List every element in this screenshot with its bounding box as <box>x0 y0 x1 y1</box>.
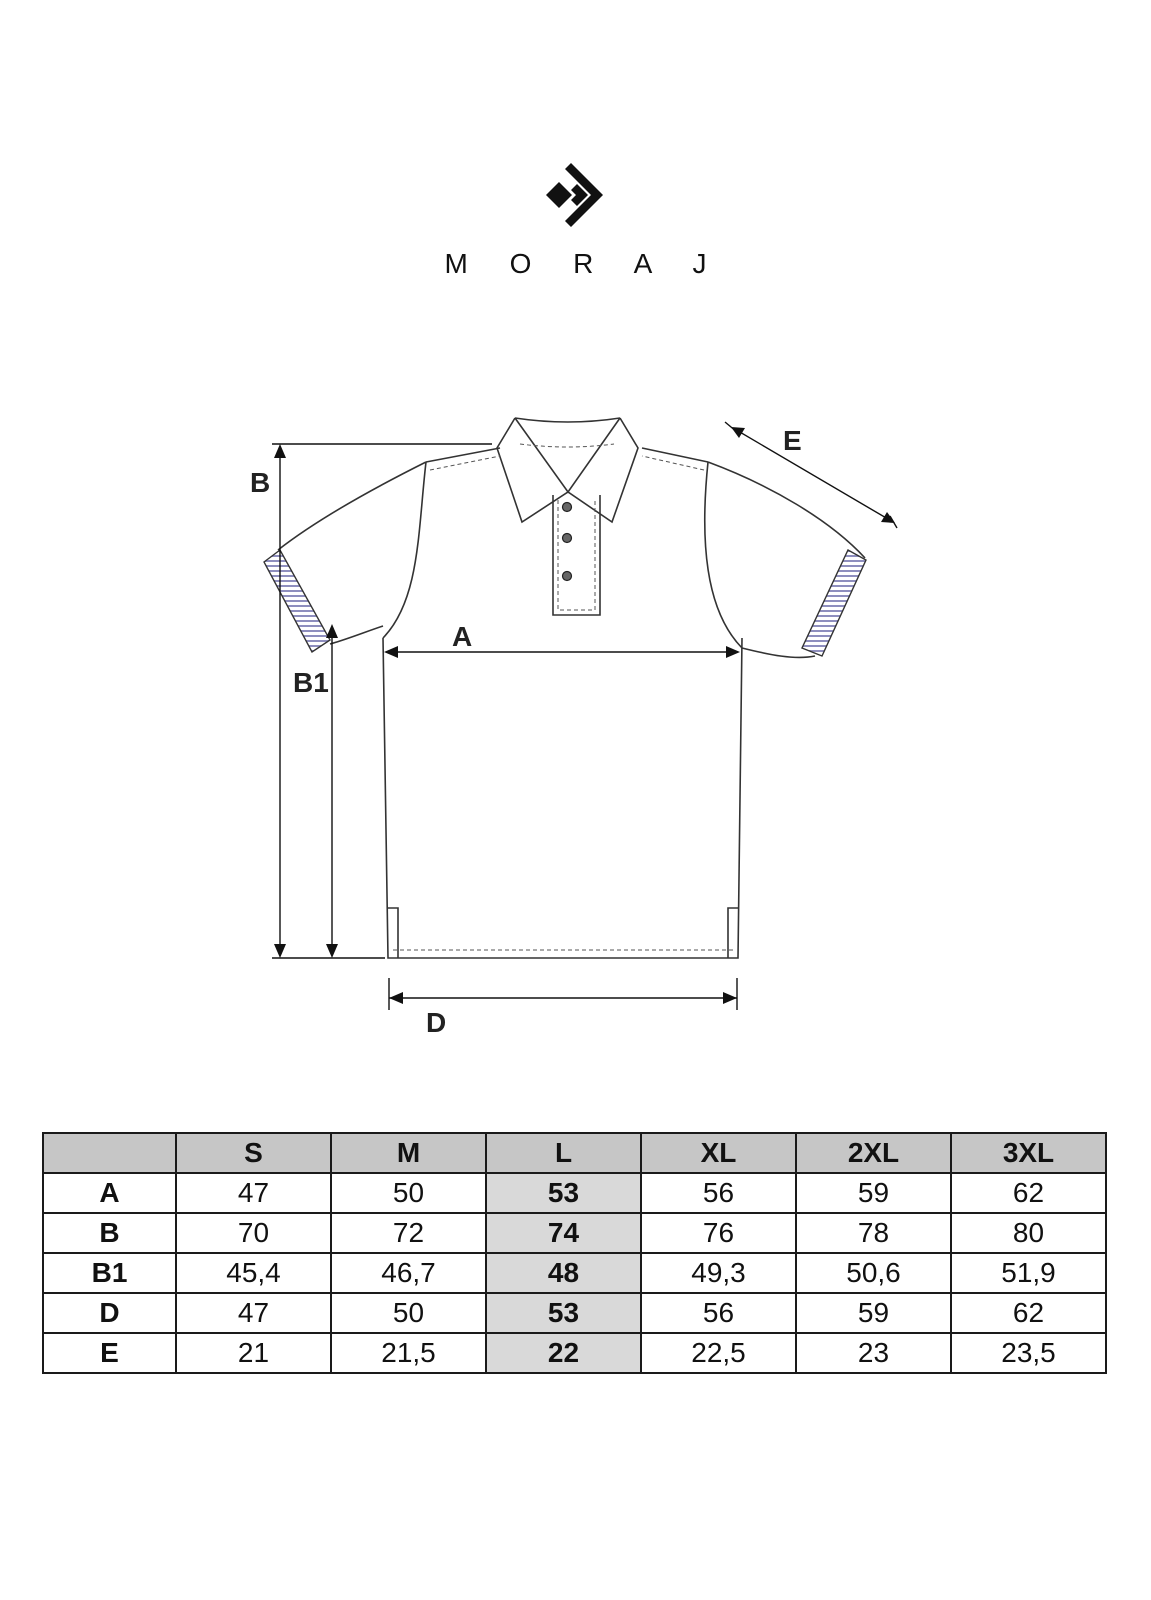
table-cell: 23,5 <box>951 1333 1106 1373</box>
row-label: B1 <box>43 1253 176 1293</box>
brand-name: M O R A J <box>444 248 724 279</box>
table-cell: 21 <box>176 1333 331 1373</box>
table-row <box>43 1213 1106 1253</box>
table-cell: 70 <box>176 1213 331 1253</box>
table-cell: 59 <box>796 1173 951 1213</box>
table-row <box>43 1293 1106 1333</box>
table-cell-highlight: 48 <box>486 1253 641 1293</box>
table-cell: 80 <box>951 1213 1106 1253</box>
table-cell-highlight: 53 <box>486 1173 641 1213</box>
table-cell: 50 <box>331 1173 486 1213</box>
table-cell: 50,6 <box>796 1253 951 1293</box>
left-cuff <box>264 550 330 652</box>
arrow-heads <box>274 427 895 1004</box>
table-cell: 78 <box>796 1213 951 1253</box>
table-cell-highlight: 22 <box>486 1333 641 1373</box>
table-cell: 62 <box>951 1293 1106 1333</box>
dimension-lines <box>272 422 897 1010</box>
shirt-outline <box>278 418 865 958</box>
table-cell: 50 <box>331 1293 486 1333</box>
table-header-cell: S <box>176 1133 331 1173</box>
table-header-row <box>43 1133 1106 1173</box>
right-cuff <box>802 550 866 656</box>
table-cell: 21,5 <box>331 1333 486 1373</box>
stitching <box>393 444 733 950</box>
table-cell: 22,5 <box>641 1333 796 1373</box>
table-header-cell: 2XL <box>796 1133 951 1173</box>
dim-label-b1: B1 <box>293 667 329 698</box>
row-label: B <box>43 1213 176 1253</box>
table-cell: 47 <box>176 1293 331 1333</box>
row-label: A <box>43 1173 176 1213</box>
table-cell: 23 <box>796 1333 951 1373</box>
table-header-cell: XL <box>641 1133 796 1173</box>
dim-label-a: A <box>452 621 473 652</box>
size-chart-table <box>42 1132 1107 1374</box>
dim-label-b: B <box>250 467 271 498</box>
table-cell: 51,9 <box>951 1253 1106 1293</box>
table-header-cell <box>43 1133 176 1173</box>
table-cell: 45,4 <box>176 1253 331 1293</box>
table-row <box>43 1253 1106 1293</box>
table-header-cell: 3XL <box>951 1133 1106 1173</box>
table-cell-highlight: 53 <box>486 1293 641 1333</box>
row-label: E <box>43 1333 176 1373</box>
row-label: D <box>43 1293 176 1333</box>
buttons <box>563 503 572 581</box>
table-cell: 76 <box>641 1213 796 1253</box>
table-cell: 56 <box>641 1293 796 1333</box>
table-cell: 62 <box>951 1173 1106 1213</box>
table-row <box>43 1333 1106 1373</box>
table-header-cell: L <box>486 1133 641 1173</box>
table-cell: 46,7 <box>331 1253 486 1293</box>
dim-label-e: E <box>783 425 802 456</box>
table-cell: 56 <box>641 1173 796 1213</box>
table-cell-highlight: 74 <box>486 1213 641 1253</box>
table-cell: 59 <box>796 1293 951 1333</box>
table-cell: 72 <box>331 1213 486 1253</box>
table-cell: 49,3 <box>641 1253 796 1293</box>
dim-label-d: D <box>426 1007 447 1038</box>
table-row <box>43 1173 1106 1213</box>
table-header-cell: M <box>331 1133 486 1173</box>
table-cell: 47 <box>176 1173 331 1213</box>
